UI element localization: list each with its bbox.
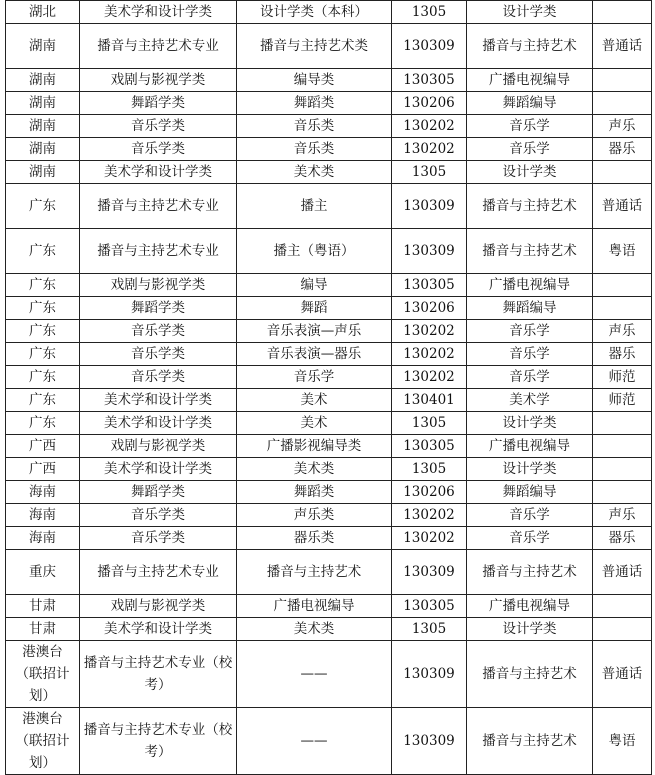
- table-row: [6, 435, 652, 458]
- exam-type-cell: 编导: [237, 274, 392, 297]
- table-row: [6, 458, 652, 481]
- exam-type-cell: 舞蹈: [237, 297, 392, 320]
- category-cell: 戏剧与影视学类: [80, 274, 237, 297]
- note-cell: 普通话: [593, 184, 652, 229]
- province-cell: 广东: [6, 274, 80, 297]
- note-cell: 声乐: [593, 115, 652, 138]
- exam-type-cell: 舞蹈类: [237, 92, 392, 115]
- code-cell: 130202: [392, 504, 467, 527]
- note-cell: [593, 412, 652, 435]
- exam-type-cell: 播主: [237, 184, 392, 229]
- note-cell: [593, 92, 652, 115]
- table-row: [6, 184, 652, 229]
- province-cell: 广西: [6, 435, 80, 458]
- province-cell: 湖南: [6, 115, 80, 138]
- major-cell: 播音与主持艺术: [467, 708, 593, 775]
- code-cell: 130309: [392, 550, 467, 595]
- table-row: [6, 412, 652, 435]
- note-cell: [593, 274, 652, 297]
- table-row: [6, 504, 652, 527]
- table-row: [6, 550, 652, 595]
- province-cell: 重庆: [6, 550, 80, 595]
- exam-type-cell: 广播影视编导类: [237, 435, 392, 458]
- note-cell: [593, 161, 652, 184]
- province-cell: 广东: [6, 184, 80, 229]
- exam-type-cell: 音乐类: [237, 115, 392, 138]
- major-cell: 广播电视编导: [467, 595, 593, 618]
- code-cell: 130202: [392, 343, 467, 366]
- province-cell: 甘肃: [6, 618, 80, 641]
- major-cell: 舞蹈编导: [467, 481, 593, 504]
- table-row: [6, 527, 652, 550]
- note-cell: 器乐: [593, 527, 652, 550]
- code-cell: 130305: [392, 595, 467, 618]
- province-cell: 湖北: [6, 1, 80, 24]
- table-row: [6, 92, 652, 115]
- code-cell: 130401: [392, 389, 467, 412]
- category-cell: 美术学和设计学类: [80, 412, 237, 435]
- province-cell: 湖南: [6, 24, 80, 69]
- note-cell: 粤语: [593, 229, 652, 274]
- major-cell: 音乐学: [467, 504, 593, 527]
- major-cell: 舞蹈编导: [467, 297, 593, 320]
- category-cell: 戏剧与影视学类: [80, 435, 237, 458]
- exam-type-cell: 音乐类: [237, 138, 392, 161]
- exam-type-cell: 美术: [237, 389, 392, 412]
- major-cell: 设计学类: [467, 1, 593, 24]
- table-row: [6, 320, 652, 343]
- exam-type-cell: 舞蹈类: [237, 481, 392, 504]
- table-row: [6, 641, 652, 708]
- exam-type-cell: ——: [237, 641, 392, 708]
- category-cell: 音乐学类: [80, 343, 237, 366]
- note-cell: 器乐: [593, 343, 652, 366]
- major-cell: 广播电视编导: [467, 274, 593, 297]
- major-cell: 音乐学: [467, 343, 593, 366]
- note-cell: [593, 481, 652, 504]
- table-row: [6, 343, 652, 366]
- table-row: [6, 161, 652, 184]
- table-row: [6, 229, 652, 274]
- code-cell: 130309: [392, 184, 467, 229]
- province-cell: 广东: [6, 229, 80, 274]
- note-cell: 普通话: [593, 550, 652, 595]
- code-cell: 130309: [392, 229, 467, 274]
- table-body: [6, 1, 652, 775]
- category-cell: 美术学和设计学类: [80, 161, 237, 184]
- table-row: [6, 389, 652, 412]
- category-cell: 播音与主持艺术专业: [80, 24, 237, 69]
- exam-type-cell: 编导类: [237, 69, 392, 92]
- category-cell: 播音与主持艺术专业: [80, 550, 237, 595]
- province-cell: 港澳台（联招计划）: [6, 708, 80, 775]
- major-cell: 播音与主持艺术: [467, 550, 593, 595]
- note-cell: [593, 69, 652, 92]
- exam-type-cell: ——: [237, 708, 392, 775]
- major-cell: 音乐学: [467, 138, 593, 161]
- table-row: [6, 366, 652, 389]
- code-cell: 130305: [392, 69, 467, 92]
- note-cell: [593, 435, 652, 458]
- category-cell: 美术学和设计学类: [80, 618, 237, 641]
- table-row: [6, 595, 652, 618]
- code-cell: 130202: [392, 366, 467, 389]
- admissions-table: [5, 0, 652, 775]
- major-cell: 播音与主持艺术: [467, 229, 593, 274]
- note-cell: [593, 1, 652, 24]
- code-cell: 130206: [392, 297, 467, 320]
- province-cell: 广东: [6, 343, 80, 366]
- category-cell: 音乐学类: [80, 138, 237, 161]
- category-cell: 播音与主持艺术专业: [80, 184, 237, 229]
- code-cell: 1305: [392, 412, 467, 435]
- code-cell: 130206: [392, 92, 467, 115]
- exam-type-cell: 器乐类: [237, 527, 392, 550]
- note-cell: [593, 297, 652, 320]
- table-row: [6, 618, 652, 641]
- code-cell: 130309: [392, 24, 467, 69]
- code-cell: 130206: [392, 481, 467, 504]
- province-cell: 广东: [6, 389, 80, 412]
- major-cell: 音乐学: [467, 366, 593, 389]
- major-cell: 设计学类: [467, 618, 593, 641]
- major-cell: 广播电视编导: [467, 69, 593, 92]
- province-cell: 甘肃: [6, 595, 80, 618]
- exam-type-cell: 声乐类: [237, 504, 392, 527]
- major-cell: 音乐学: [467, 527, 593, 550]
- category-cell: 美术学和设计学类: [80, 458, 237, 481]
- category-cell: 音乐学类: [80, 527, 237, 550]
- province-cell: 广东: [6, 320, 80, 343]
- province-cell: 湖南: [6, 69, 80, 92]
- province-cell: 广东: [6, 412, 80, 435]
- category-cell: 舞蹈学类: [80, 92, 237, 115]
- table-row: [6, 115, 652, 138]
- code-cell: 130202: [392, 115, 467, 138]
- category-cell: 舞蹈学类: [80, 481, 237, 504]
- major-cell: 设计学类: [467, 412, 593, 435]
- note-cell: 师范: [593, 389, 652, 412]
- exam-type-cell: 音乐表演—声乐: [237, 320, 392, 343]
- category-cell: 播音与主持艺术专业: [80, 229, 237, 274]
- table-row: [6, 138, 652, 161]
- exam-type-cell: 音乐学: [237, 366, 392, 389]
- table-row: [6, 1, 652, 24]
- category-cell: 播音与主持艺术专业（校考）: [80, 641, 237, 708]
- table-row: [6, 297, 652, 320]
- code-cell: 130305: [392, 274, 467, 297]
- major-cell: 广播电视编导: [467, 435, 593, 458]
- note-cell: [593, 595, 652, 618]
- category-cell: 戏剧与影视学类: [80, 595, 237, 618]
- major-cell: 设计学类: [467, 161, 593, 184]
- category-cell: 音乐学类: [80, 320, 237, 343]
- code-cell: 1305: [392, 458, 467, 481]
- category-cell: 舞蹈学类: [80, 297, 237, 320]
- major-cell: 音乐学: [467, 320, 593, 343]
- category-cell: 音乐学类: [80, 115, 237, 138]
- note-cell: 声乐: [593, 320, 652, 343]
- note-cell: 器乐: [593, 138, 652, 161]
- province-cell: 湖南: [6, 161, 80, 184]
- category-cell: 播音与主持艺术专业（校考）: [80, 708, 237, 775]
- province-cell: 港澳台（联招计划）: [6, 641, 80, 708]
- province-cell: 海南: [6, 504, 80, 527]
- exam-type-cell: 美术类: [237, 161, 392, 184]
- province-cell: 广东: [6, 297, 80, 320]
- major-cell: 播音与主持艺术: [467, 24, 593, 69]
- exam-type-cell: 音乐表演—器乐: [237, 343, 392, 366]
- province-cell: 海南: [6, 481, 80, 504]
- code-cell: 130202: [392, 138, 467, 161]
- category-cell: 美术学和设计学类: [80, 1, 237, 24]
- province-cell: 湖南: [6, 92, 80, 115]
- major-cell: 美术学: [467, 389, 593, 412]
- table-row: [6, 708, 652, 775]
- table-row: [6, 274, 652, 297]
- major-cell: 播音与主持艺术: [467, 184, 593, 229]
- province-cell: 广东: [6, 366, 80, 389]
- exam-type-cell: 设计学类（本科）: [237, 1, 392, 24]
- note-cell: 师范: [593, 366, 652, 389]
- note-cell: 粤语: [593, 708, 652, 775]
- province-cell: 湖南: [6, 138, 80, 161]
- province-cell: 广西: [6, 458, 80, 481]
- exam-type-cell: 播主（粤语）: [237, 229, 392, 274]
- major-cell: 舞蹈编导: [467, 92, 593, 115]
- major-cell: 音乐学: [467, 115, 593, 138]
- exam-type-cell: 播音与主持艺术类: [237, 24, 392, 69]
- exam-type-cell: 播音与主持艺术: [237, 550, 392, 595]
- table-row: [6, 69, 652, 92]
- exam-type-cell: 美术类: [237, 458, 392, 481]
- note-cell: [593, 618, 652, 641]
- note-cell: 声乐: [593, 504, 652, 527]
- exam-type-cell: 广播电视编导: [237, 595, 392, 618]
- table-row: [6, 24, 652, 69]
- code-cell: 1305: [392, 618, 467, 641]
- major-cell: 播音与主持艺术: [467, 641, 593, 708]
- category-cell: 音乐学类: [80, 504, 237, 527]
- code-cell: 130309: [392, 641, 467, 708]
- exam-type-cell: 美术: [237, 412, 392, 435]
- code-cell: 1305: [392, 161, 467, 184]
- note-cell: 普通话: [593, 24, 652, 69]
- exam-type-cell: 美术类: [237, 618, 392, 641]
- table-row: [6, 481, 652, 504]
- code-cell: 1305: [392, 1, 467, 24]
- note-cell: 普通话: [593, 641, 652, 708]
- major-cell: 设计学类: [467, 458, 593, 481]
- province-cell: 海南: [6, 527, 80, 550]
- code-cell: 130305: [392, 435, 467, 458]
- category-cell: 美术学和设计学类: [80, 389, 237, 412]
- code-cell: 130202: [392, 320, 467, 343]
- code-cell: 130309: [392, 708, 467, 775]
- code-cell: 130202: [392, 527, 467, 550]
- category-cell: 音乐学类: [80, 366, 237, 389]
- category-cell: 戏剧与影视学类: [80, 69, 237, 92]
- note-cell: [593, 458, 652, 481]
